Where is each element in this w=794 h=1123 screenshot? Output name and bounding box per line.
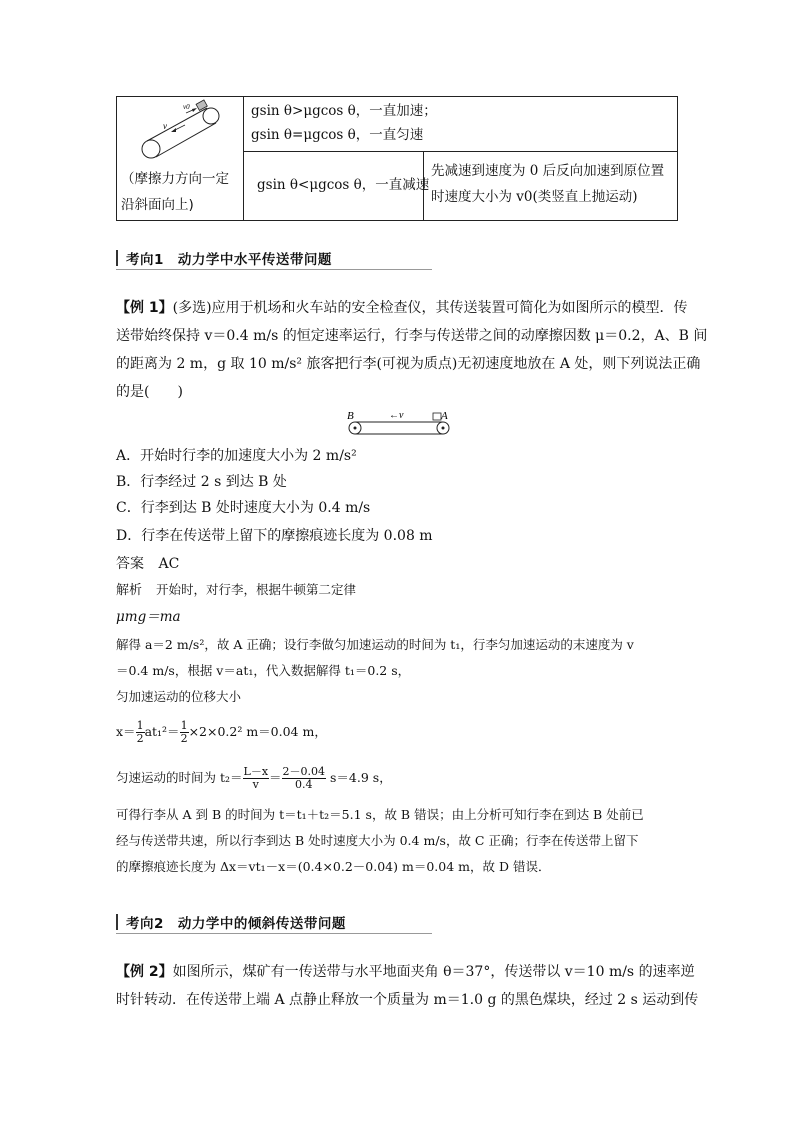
example2-text <box>116 958 699 1014</box>
table-divider <box>244 151 677 152</box>
table-divider <box>243 97 244 220</box>
example2-line2: 时针转动．在传送带上端 A 点静止释放一个质量为 m＝1.0 g 的黑色煤块，经过 2 s 运动到传 <box>116 992 699 1008</box>
solution-equation-displacement <box>116 720 327 745</box>
inclined-belt-figure <box>135 99 235 161</box>
option-d: D．行李在传送带上留下的摩擦痕迹长度为 0.08 m <box>116 528 433 544</box>
table-row2-condition: gsin θ<μgcos θ，一直减速 <box>257 177 430 193</box>
answer-label: 答案 <box>116 556 144 572</box>
solution-text: ＝0.4 m/s，根据 v＝at₁，代入数据解得 t₁＝0.2 s， <box>116 663 411 678</box>
solution-text: 开始时，对行李，根据牛顿第二定律 <box>156 582 357 597</box>
fraction <box>243 766 270 791</box>
equation-part: s＝4.9 s， <box>326 770 392 785</box>
analysis-label: 解析 <box>116 583 143 598</box>
fig-label-b: B <box>347 410 354 422</box>
solution-equation: μmg＝ma <box>116 609 181 625</box>
fraction-numerator: 2－0.04 <box>282 765 326 778</box>
fig-label-v: ←v <box>389 410 404 421</box>
fraction-numerator: 1 <box>136 719 144 732</box>
fraction-denominator: 2 <box>136 732 144 745</box>
table-row2-result-line1: 先减速到速度为 0 后反向加速到原位置 <box>431 163 665 179</box>
equation-part: at₁²＝ <box>144 724 180 739</box>
fraction-denominator: v <box>252 778 259 791</box>
solution-text: 的摩擦痕迹长度为 Δx＝vt₁－x＝(0.4×0.2－0.04) m＝0.04 m，故 D 错误． <box>116 859 551 874</box>
solution-text: 匀加速运动的位移大小 <box>116 689 242 704</box>
fraction <box>136 720 145 745</box>
section-title: 考向1 动力学中水平传送带问题 <box>126 252 332 268</box>
fig-label-a: A <box>441 410 448 422</box>
analysis-line1 <box>116 581 356 600</box>
fraction <box>282 766 327 791</box>
equation-part: 匀速运动的时间为 t₂＝ <box>116 770 243 785</box>
horizontal-belt-figure <box>343 408 455 438</box>
section-heading <box>116 910 432 934</box>
fraction-denominator: 2 <box>180 732 188 745</box>
table-caption-line1: （摩擦力方向一定 <box>121 171 229 187</box>
example1-line4: 的是( ) <box>116 384 183 400</box>
example1-line2: 送带始终保持 v＝0.4 m/s 的恒定速率运行，行李与传送带之间的动摩擦因数 μ＝0.2，A、B 间 <box>116 328 708 344</box>
example-label: 【例 1】 <box>116 300 173 316</box>
option-c: C．行李到达 B 处时速度大小为 0.4 m/s <box>116 500 371 516</box>
example-label: 【例 2】 <box>116 964 173 980</box>
option-a: A．开始时行李的加速度大小为 2 m/s² <box>116 448 357 464</box>
table-row1-line2: gsin θ=μgcos θ，一直匀速 <box>251 127 424 143</box>
solution-text: 经与传送带共速，所以行李到达 B 处时速度大小为 0.4 m/s，故 C 正确；行李在传送带上留下 <box>116 833 639 848</box>
solution-text: 解得 a＝2 m/s²，故 A 正确；设行李做匀加速运动的时间为 t₁，行李匀加速运动的末速度为 v <box>116 637 634 652</box>
answer-line <box>116 554 179 574</box>
example1-line3: 的距离为 2 m，g 取 10 m/s² 旅客把行李(可视为质点)无初速度地放在 A 处，则下列说法正确 <box>116 356 701 372</box>
solution-equation-time <box>116 766 392 791</box>
equation-part: ＝ <box>269 770 282 785</box>
section-title: 考向2 动力学中的倾斜传送带问题 <box>126 916 346 932</box>
motion-case-table <box>116 96 678 221</box>
answer-value: AC <box>158 556 180 572</box>
fraction-numerator: 1 <box>180 719 188 732</box>
table-caption-line2: 沿斜面向上) <box>121 197 194 213</box>
fig-label-v0: v0 <box>183 103 190 111</box>
fraction-denominator: 0.4 <box>295 778 313 791</box>
solution-text: 可得行李从 A 到 B 的时间为 t＝t₁＋t₂＝5.1 s，故 B 错误；由上分析可知行李在到达 B 处前已 <box>116 807 644 822</box>
fig-label-v: v <box>163 121 167 131</box>
fraction-numerator: L－x <box>243 765 269 778</box>
table-row1-line1: gsin θ>μgcos θ，一直加速； <box>251 103 437 119</box>
example2-line1: 如图所示，煤矿有一传送带与水平地面夹角 θ＝37°，传送带以 v＝10 m/s 的速率逆 <box>172 964 695 980</box>
example1-text <box>116 294 708 406</box>
fraction <box>180 720 189 745</box>
example1-line1: (多选)应用于机场和火车站的安全检查仪，其传送装置可简化为如图所示的模型．传 <box>172 300 688 316</box>
equation-part: x＝ <box>116 724 136 739</box>
section-heading <box>116 246 432 270</box>
table-row2-result-line2: 时速度大小为 v0(类竖直上抛运动) <box>431 189 638 205</box>
option-b: B．行李经过 2 s 到达 B 处 <box>116 474 287 490</box>
equation-part: ×2×0.2² m＝0.04 m， <box>188 724 327 739</box>
